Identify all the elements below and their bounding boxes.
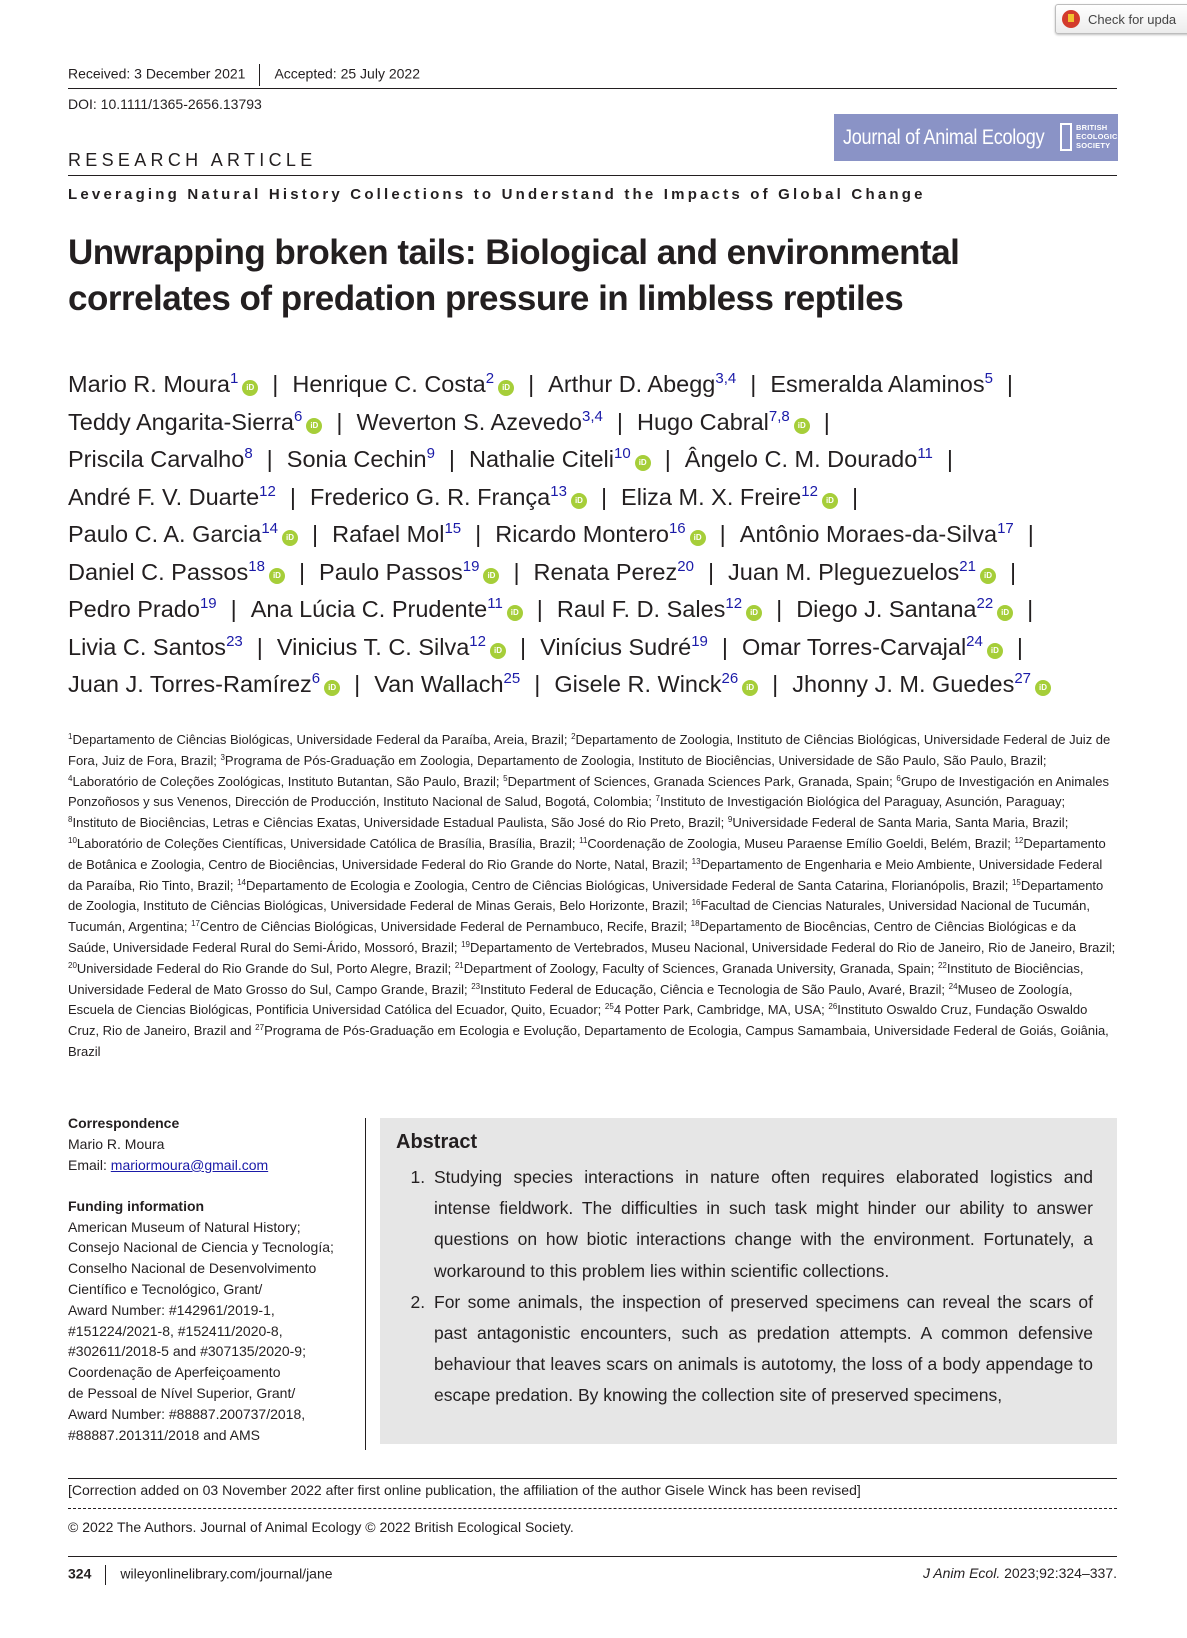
affiliation-number: 3: [220, 752, 225, 762]
affiliation-text: Departamento de Zoologia, Instituto de Ciências Biológicas, Universidade Federal de Minas Gerais, Belo Horizonte, Brazil;: [68, 877, 1104, 914]
author[interactable]: [728, 559, 996, 585]
funding-line: #88887.201311/2018 and AMS: [68, 1426, 261, 1443]
author[interactable]: [68, 634, 243, 660]
author-name: Omar Torres-Carvajal: [742, 633, 967, 660]
author[interactable]: [770, 371, 993, 397]
author-separator: |: [266, 446, 273, 472]
affiliation-marker[interactable]: 19: [691, 632, 708, 650]
orcid-icon[interactable]: iD: [980, 568, 996, 584]
funding-line: Award Number: #142961/2019-1,: [68, 1301, 275, 1318]
affiliation-number: 2: [571, 732, 576, 741]
affiliation-text: Programa de Pós-Graduação em Zoologia, Departamento de Zoologia, Instituto de Biociências, Universidade de São Paulo, São Paulo, Brazil;: [224, 752, 1047, 768]
affiliation-number: 24: [948, 981, 958, 991]
author[interactable]: [287, 446, 435, 472]
affiliation-number: 5: [503, 773, 508, 783]
orcid-icon[interactable]: iD: [490, 643, 506, 659]
affiliation-number: 8: [68, 815, 73, 825]
affiliation-number: 17: [191, 919, 200, 929]
author-separator: |: [298, 558, 306, 585]
author[interactable]: [332, 521, 461, 547]
author[interactable]: [374, 671, 520, 697]
affiliation-text: Departamento de Ciências Biológicas, Universidade Federal da Paraíba, Areia, Brazil;: [72, 732, 572, 747]
funding-line: de Pessoal de Nível Superior, Grant/: [68, 1384, 296, 1401]
author-name: Frederico G. R. França: [309, 483, 551, 510]
affiliation-text: Department of Zoology, Faculty of Sciences, Granada University, Granada, Spain;: [463, 960, 938, 976]
affiliation-number: 20: [68, 960, 77, 970]
author[interactable]: [740, 521, 1014, 547]
author[interactable]: [251, 596, 523, 622]
affiliation-text: Universidade Federal do Rio Grande do Sul, Porto Alegre, Brazil;: [76, 960, 455, 976]
funding-line: Consejo Nacional de Ciencia y Tecnología;: [68, 1239, 334, 1256]
author-name: Eliza M. X. Freire: [621, 483, 802, 510]
affiliation-text: Museo de Zoología, Escuela de Ciencias Biológicas, Pontificia Universidad Católica del Ecuador, Quito, Ecuador;: [68, 981, 1073, 1018]
affiliation-marker[interactable]: 13: [550, 482, 567, 500]
orcid-icon[interactable]: iD: [794, 418, 810, 434]
affiliation-text: Instituto de Biociências, Universidade Federal de Mato Grosso do Sul, Campo Grande, Brazil;: [68, 960, 1084, 997]
affiliation-number: 18: [690, 919, 700, 929]
author[interactable]: [319, 559, 499, 585]
author-separator: |: [256, 633, 263, 660]
author-name: Vinicius T. C. Silva: [276, 633, 470, 660]
author-name: Rafael Mol: [332, 521, 445, 547]
affiliation-number: 16: [691, 898, 701, 908]
affiliation-number: 21: [454, 960, 464, 970]
affiliation-marker[interactable]: 20: [677, 557, 694, 575]
author[interactable]: [540, 634, 708, 660]
author-name: Juan J. Torres-Ramírez: [68, 671, 312, 697]
author-separator: |: [519, 633, 527, 660]
affiliation-number: 27: [255, 1023, 265, 1033]
correspondence-name: Mario R. Moura: [68, 1136, 165, 1152]
author[interactable]: [68, 446, 253, 472]
orcid-icon[interactable]: iD: [742, 680, 758, 696]
author-separator: |: [616, 408, 623, 435]
author-name: Teddy Angarita-Sierra: [68, 408, 294, 435]
author-separator: |: [528, 371, 535, 397]
affiliation-marker[interactable]: 8: [244, 445, 253, 462]
author-separator: |: [354, 671, 361, 697]
author-separator: |: [289, 483, 296, 510]
author-name: Pedro Prado: [68, 596, 200, 622]
author-name: Van Wallach: [374, 671, 504, 697]
author[interactable]: [796, 596, 1013, 622]
section-rule: [68, 175, 1117, 176]
check-for-updates-button[interactable]: [1055, 4, 1187, 34]
orcid-icon[interactable]: iD: [507, 605, 523, 621]
funding-line: Conselho Nacional de Desenvolvimento: [68, 1260, 317, 1277]
page-footer: [68, 1565, 1117, 1585]
author[interactable]: [68, 409, 322, 435]
affiliation-text: Departamento de Botânica e Zoologia, Centro de Biociências, Universidade Federal do Rio Grande do Norte, Natal, Brazil;: [68, 835, 1106, 872]
affiliation-text: Programa de Pós-Graduação em Ecologia e Evolução, Departamento de Ecologia, Campus Samambaia, Universidade Federal de Goiás, Goiânia, Brazil: [68, 1023, 1109, 1059]
author-line: [68, 516, 1138, 554]
author-name: Gisele R. Winck: [554, 671, 722, 697]
journal-name: Journal of Animal Ecology: [843, 125, 1045, 149]
affiliation-text: Instituto de Biociências, Letras e Ciências Exatas, Universidade Estadual Paulista, São José do Rio Preto, Brazil;: [72, 815, 728, 831]
author[interactable]: [554, 671, 758, 697]
funding-info: [68, 1217, 348, 1446]
author-separator: |: [272, 371, 279, 397]
society-line: SOCIETY: [1076, 141, 1111, 150]
society-line: BRITISH: [1076, 123, 1108, 132]
author-separator: |: [336, 408, 343, 435]
affiliation-marker[interactable]: 6: [311, 670, 321, 687]
footer-rule: [68, 1556, 1117, 1557]
author-separator: |: [1027, 521, 1034, 547]
affiliation-marker[interactable]: 17: [997, 520, 1014, 537]
author-separator: |: [664, 446, 671, 472]
author[interactable]: [277, 634, 506, 660]
author-separator: |: [534, 671, 541, 697]
society-line: ECOLOGICAL: [1076, 132, 1128, 141]
correction-note: [Correction added on 03 November 2022 after first online publication, the affiliation of the author Gisele Winck has been revised]: [68, 1482, 861, 1498]
orcid-icon[interactable]: iD: [987, 643, 1003, 659]
funding-line: Científico e Tecnológico, Grant/: [68, 1280, 263, 1297]
author-separator: |: [312, 521, 319, 547]
affiliation-marker[interactable]: 12: [469, 632, 486, 650]
affiliation-marker[interactable]: 22: [976, 595, 994, 612]
abstract-item: 2. For some animals, the inspection of preserved specimens can reveal the scars of past antagonistic encounters, such as predation attempts. A common defensive behaviour that leaves scars on animals is autotomy, the loss of a body appendage to escape predation. By knowing the collection site of preserved specimens,: [430, 1287, 1093, 1412]
affiliation-marker[interactable]: 27: [1014, 670, 1032, 687]
affiliation-marker[interactable]: 3,4: [715, 370, 737, 387]
received-date: Received: 3 December 2021: [68, 65, 246, 82]
affiliation-number: 12: [1014, 835, 1024, 845]
dashed-rule: [68, 1508, 1117, 1509]
author-separator: |: [946, 446, 953, 472]
author-separator: |: [721, 633, 728, 660]
author-name: Daniel C. Passos: [68, 558, 249, 585]
author-name: Arthur D. Abegg: [548, 371, 716, 397]
author-separator: |: [707, 558, 715, 585]
author[interactable]: [557, 596, 762, 622]
author-separator: |: [772, 671, 779, 697]
affiliation-number: 13: [691, 856, 701, 866]
correspondence-heading: Correspondence: [68, 1115, 180, 1131]
author-separator: |: [1009, 558, 1017, 585]
author-separator: |: [513, 558, 520, 585]
author[interactable]: [469, 446, 651, 472]
author-name: Livia C. Santos: [68, 633, 227, 660]
affiliations: [68, 730, 1118, 1063]
orcid-icon[interactable]: iD: [324, 680, 340, 696]
author-separator: |: [475, 521, 482, 547]
author[interactable]: [792, 671, 1051, 697]
author-name: André F. V. Duarte: [68, 483, 260, 510]
affiliation-text: Departamento de Zoologia, Instituto de Ciências Biológicas, Universidade Federal de Juiz de Fora, Juiz de Fora, Brazil;: [68, 732, 1111, 768]
author-name: Ana Lúcia C. Prudente: [250, 596, 488, 622]
affiliation-text: 4 Potter Park, Cambridge, MA, USA;: [613, 1002, 829, 1018]
affiliation-marker[interactable]: 15: [444, 520, 462, 537]
affiliation-marker[interactable]: 14: [261, 520, 279, 537]
orcid-icon[interactable]: iD: [690, 530, 706, 546]
affiliation-text: Instituto Oswaldo Cruz, Fundação Oswaldo Cruz, Rio de Janeiro, Brazil and: [68, 1002, 1088, 1039]
affiliation-marker[interactable]: 19: [462, 557, 480, 575]
affiliation-number: 4: [68, 773, 73, 783]
author-name: Paulo C. A. Garcia: [68, 521, 262, 547]
author-name: Antônio Moraes-da-Silva: [739, 521, 998, 547]
author[interactable]: [534, 559, 694, 585]
dates-line: [68, 64, 420, 86]
affiliation-number: 22: [937, 960, 947, 970]
affiliation-marker[interactable]: 6: [293, 407, 303, 425]
author-separator: |: [536, 596, 543, 622]
abstract-list: [396, 1162, 1093, 1412]
affiliation-marker[interactable]: 10: [614, 445, 631, 462]
copyright: © 2022 The Authors. Journal of Animal Ecology © 2022 British Ecological Society.: [68, 1519, 574, 1535]
divider: [105, 1565, 106, 1585]
author-name: Esmeralda Alaminos: [770, 371, 985, 397]
orcid-icon[interactable]: iD: [822, 493, 838, 509]
orcid-icon[interactable]: iD: [306, 418, 322, 434]
author-name: Juan M. Pleguezuelos: [728, 558, 960, 585]
author[interactable]: [68, 596, 217, 622]
affiliation-marker[interactable]: 3,4: [582, 407, 603, 425]
affiliation-text: Department of Sciences, Granada Sciences Park, Granada, Spain;: [507, 773, 897, 789]
affiliation-text: Departamento de Ecologia e Zoologia, Centro de Ciências Biológicas, Universidade Federal de Santa Catarina, Florianópolis, Brazil;: [246, 877, 1012, 893]
journal-abbrev: J Anim Ecol.: [922, 1565, 1001, 1581]
author[interactable]: [310, 484, 587, 510]
affiliation-marker[interactable]: 5: [984, 370, 993, 387]
affiliation-marker[interactable]: 12: [801, 482, 818, 500]
correction-rule: [68, 1478, 1117, 1479]
author-separator: |: [1006, 371, 1014, 397]
affiliation-marker[interactable]: 25: [503, 670, 521, 687]
author-separator: |: [776, 596, 783, 622]
author-name: Paulo Passos: [319, 558, 463, 585]
affiliation-marker[interactable]: 16: [668, 520, 686, 537]
author-separator: |: [851, 483, 859, 510]
british-ecological-society-logo: [1060, 120, 1128, 156]
author[interactable]: [742, 634, 1003, 660]
affiliation-text: Facultad de Ciencias Naturales, Universidad Nacional de Tucumán, Tucumán, Argentina;: [68, 898, 1090, 935]
author-name: Weverton S. Azevedo: [356, 408, 582, 435]
author-name: Ricardo Montero: [495, 521, 669, 547]
orcid-icon[interactable]: iD: [746, 605, 762, 621]
author[interactable]: [356, 409, 602, 435]
affiliation-text: Departamento de Vertebrados, Museu Nacional, Universidade Federal do Rio de Janeiro, Rio de Janeiro, Brazil;: [469, 939, 1116, 955]
orcid-icon[interactable]: iD: [483, 568, 499, 584]
journal-url-link[interactable]: wileyonlinelibrary.com/journal/jane: [120, 1565, 333, 1582]
orcid-icon[interactable]: iD: [1035, 680, 1051, 696]
author[interactable]: [68, 371, 258, 397]
author-separator: |: [1016, 633, 1023, 660]
journal-logo: [834, 114, 1128, 161]
article-title: Unwrapping broken tails: Biological and environmental correlates of predation pressure in limbless reptiles: [68, 233, 960, 318]
special-issue-title: Leveraging Natural History Collections to Understand the Impacts of Global Change: [68, 186, 926, 203]
orcid-icon[interactable]: iD: [282, 530, 298, 546]
author-name: Vinícius Sudré: [540, 633, 692, 660]
author-name: Jhonny J. M. Guedes: [792, 671, 1015, 697]
affiliation-marker[interactable]: 7,8: [768, 407, 790, 425]
affiliation-number: 26: [828, 1002, 838, 1012]
funding-line: Award Number: #88887.200737/2018,: [68, 1405, 306, 1422]
doi: DOI: 10.1111/1365-2656.13793: [68, 96, 262, 112]
orcid-icon[interactable]: iD: [498, 380, 514, 396]
funding-line: #302611/2018-5 and #307135/2020-9;: [68, 1343, 306, 1360]
author-name: Raul F. D. Sales: [556, 596, 726, 622]
funding-line: Coordenação de Aperfeiçoamento: [68, 1364, 281, 1381]
sidebar: [68, 1113, 348, 1445]
author-name: Nathalie Citeli: [469, 446, 614, 472]
author[interactable]: [685, 446, 933, 472]
affiliation-marker[interactable]: 21: [959, 557, 976, 575]
article-type: RESEARCH ARTICLE: [68, 150, 317, 170]
author[interactable]: [637, 409, 810, 435]
abstract-heading: Abstract: [396, 1131, 478, 1153]
author-name: Priscila Carvalho: [68, 446, 245, 472]
author-line: [68, 591, 1138, 629]
author-name: Diego J. Santana: [796, 596, 977, 622]
affiliation-number: 23: [471, 981, 481, 991]
author-line: [68, 629, 1138, 667]
author-separator: |: [448, 446, 456, 472]
author-name: Ângelo C. M. Dourado: [684, 446, 918, 472]
orcid-icon[interactable]: iD: [571, 493, 587, 509]
author[interactable]: [548, 371, 736, 397]
author-name: Henrique C. Costa: [292, 371, 486, 397]
divider: [259, 64, 260, 86]
email-link[interactable]: mariormoura@gmail.com: [110, 1156, 269, 1173]
affiliation-marker[interactable]: 24: [966, 632, 983, 650]
orcid-icon[interactable]: iD: [269, 568, 285, 584]
author[interactable]: [68, 671, 340, 697]
affiliation-text: Laboratório de Coleções Zoológicas, Instituto Butantan, São Paulo, Brazil;: [72, 773, 504, 789]
affiliation-number: 10: [68, 835, 77, 845]
affiliation-number: 6: [896, 773, 901, 783]
page-number: 324: [68, 1565, 92, 1582]
author-separator: |: [823, 408, 830, 435]
author-list: [68, 366, 1138, 704]
affiliation-text: Instituto Federal de Educação, Ciência e Tecnologia de São Paulo, Avaré, Brazil;: [480, 981, 949, 997]
author-name: Mario R. Moura: [68, 371, 230, 397]
affiliation-marker[interactable]: 12: [259, 482, 276, 500]
funding-line: #151224/2021-8, #152411/2020-8,: [68, 1322, 283, 1339]
author-separator: |: [230, 596, 237, 622]
author[interactable]: [68, 521, 298, 547]
author[interactable]: [292, 371, 514, 397]
correspondence-email: [68, 1155, 348, 1176]
orcid-icon[interactable]: iD: [635, 455, 651, 471]
author-name: Sonia Cechin: [286, 446, 427, 472]
abstract-box: [380, 1118, 1117, 1444]
society-mark-icon: [1060, 123, 1072, 151]
author[interactable]: [68, 484, 276, 510]
author-line: [68, 554, 1138, 592]
funding-line: American Museum of Natural History;: [68, 1218, 301, 1235]
affiliation-number: 25: [604, 1002, 614, 1012]
affiliation-number: 19: [461, 939, 470, 949]
author-line: [68, 479, 1138, 517]
affiliation-marker[interactable]: 1: [229, 370, 239, 387]
affiliation-text: Departamento de Biocências, Centro de Ciências Biológicas e da Saúde, Universidade Federal Rural do Semi-Árido, Mossoró, Brazil;: [68, 919, 1077, 955]
affiliation-text: Grupo de Investigación en Animales Ponzoñosos y sus Venenos, Dirección de Producción, Instituto Nacional de Salud, Bogotá, Colombia;: [68, 773, 1109, 810]
author-name: Renata Perez: [533, 558, 678, 585]
affiliation-marker[interactable]: 19: [199, 595, 217, 612]
affiliation-text: Laboratório de Coleções Científicas, Universidade Católica de Brasília, Brasília, Brazil;: [76, 835, 580, 851]
affiliation-text: Instituto de Investigación Biológica del Paraguay, Asunción, Paraguay;: [659, 794, 1066, 810]
affiliation-marker[interactable]: 2: [485, 370, 495, 387]
affiliation-number: 14: [237, 877, 246, 887]
affiliation-number: 15: [1011, 877, 1021, 887]
column-divider: [365, 1118, 366, 1450]
author-separator: |: [600, 483, 608, 510]
citation: [923, 1565, 1117, 1581]
affiliation-marker[interactable]: 11: [917, 445, 933, 462]
abstract-item: 1. Studying species interactions in nature often requires elaborated logistics and intense fieldwork. The difficulties in such task might hinder our ability to answer questions on how biotic interactions change with the environment. Fortunately, a workaround to this problem lies within scientific collections.: [430, 1162, 1093, 1287]
affiliation-text: Departamento de Engenharia e Meio Ambiente, Universidade Federal da Paraíba, Rio Tinto, Brazil;: [68, 856, 1103, 893]
author[interactable]: [495, 521, 705, 547]
orcid-icon[interactable]: iD: [997, 605, 1013, 621]
affiliation-marker[interactable]: 26: [721, 670, 739, 687]
affiliation-number: 9: [727, 815, 733, 825]
author-separator: |: [1027, 596, 1034, 622]
author-separator: |: [719, 521, 726, 547]
orcid-icon[interactable]: iD: [242, 380, 258, 396]
affiliation-marker[interactable]: 18: [248, 557, 265, 575]
affiliation-number: 1: [68, 732, 73, 741]
affiliation-text: Centro de Ciências Biológicas, Universidade Federal de Pernambuco, Recife, Brazil;: [200, 919, 691, 935]
header-rule: [68, 88, 1117, 89]
accepted-date: Accepted: 25 July 2022: [274, 65, 420, 82]
check-for-updates-label: Check for upda: [1088, 11, 1177, 27]
author-line: [68, 666, 1138, 704]
affiliation-marker[interactable]: 9: [426, 445, 435, 462]
author[interactable]: [68, 559, 285, 585]
email-label: Email:: [68, 1156, 111, 1173]
affiliation-number: 11: [579, 835, 588, 845]
author-line: [68, 366, 1138, 404]
affiliation-number: 7: [655, 794, 660, 804]
affiliation-marker[interactable]: 11: [487, 595, 503, 612]
affiliation-text: Universidade Federal de Santa Maria, Santa Maria, Brazil;: [732, 815, 1069, 831]
author-line: [68, 404, 1138, 442]
bookmark-icon: [1062, 10, 1080, 28]
author[interactable]: [621, 484, 838, 510]
author-separator: |: [750, 371, 757, 397]
author-line: [68, 441, 1138, 479]
affiliation-text: Coordenação de Zoologia, Museu Paraense Emílio Goeldi, Belém, Brazil;: [587, 835, 1015, 851]
citation-rest: 2023;92:324–337.: [1000, 1565, 1117, 1581]
affiliation-marker[interactable]: 12: [725, 595, 743, 612]
author-name: Hugo Cabral: [636, 408, 769, 435]
funding-heading: Funding information: [68, 1197, 205, 1214]
affiliation-marker[interactable]: 23: [226, 632, 243, 650]
